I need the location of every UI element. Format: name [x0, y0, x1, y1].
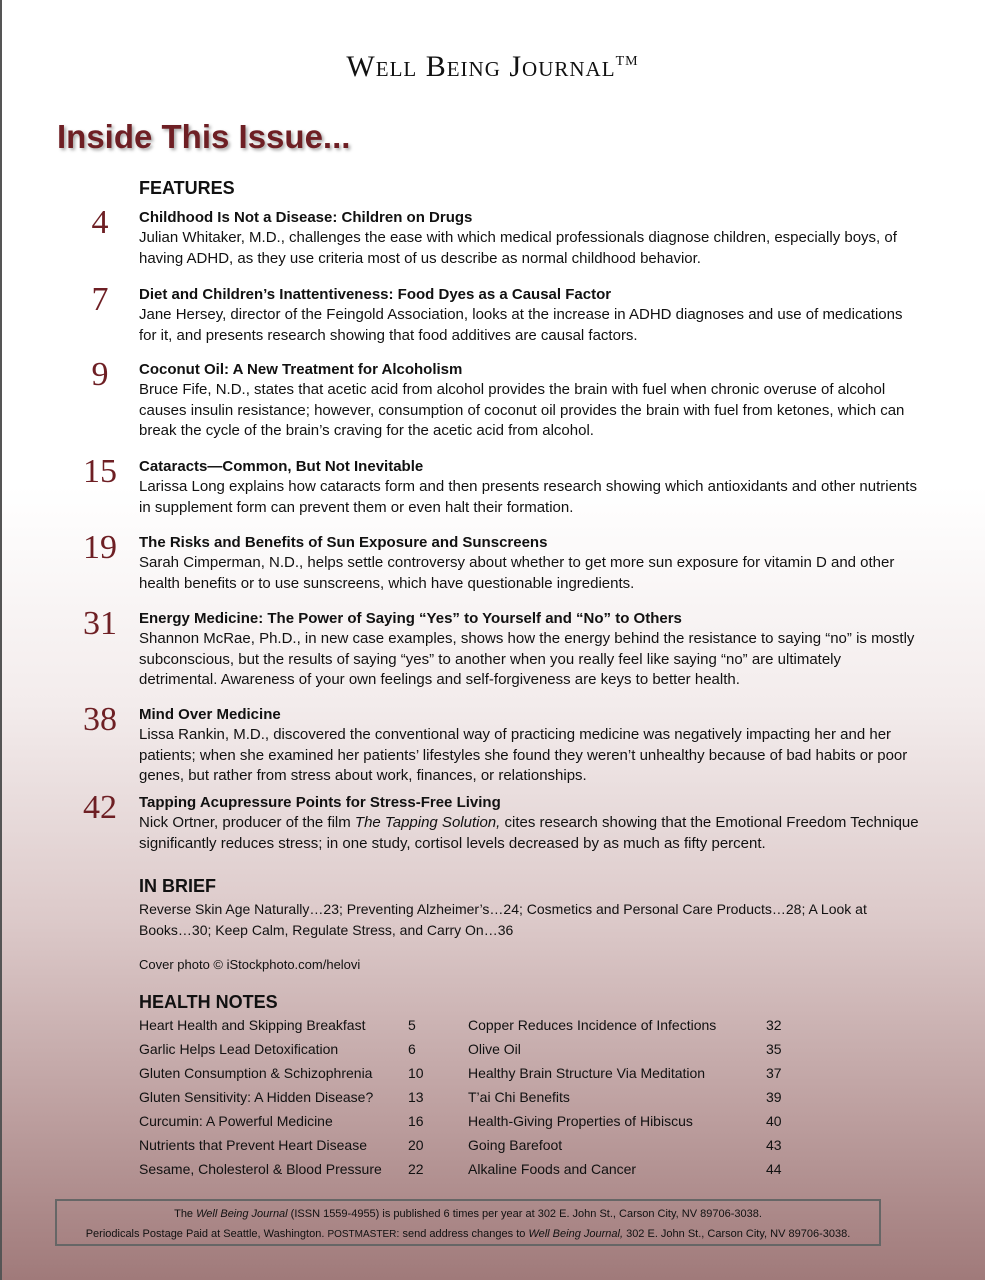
- feature-page-number: 38: [83, 701, 117, 738]
- feature-description: Lissa Rankin, M.D., discovered the conventional way of practicing medicine was negatively impacting her and her patients; when she examined her patients’ lifestyles she found they weren’t unhealthy because of bad habits or poor genes, but rather from stress about work, finances, or relationships.: [139, 726, 908, 784]
- feature-page-number: 31: [83, 605, 117, 642]
- masthead: [0, 50, 985, 84]
- note-title: Going Barefoot: [468, 1137, 563, 1153]
- note-title: Garlic Helps Lead Detoxification: [139, 1041, 339, 1057]
- feature-title: Tapping Acupressure Points for Stress-Free Living: [139, 794, 501, 811]
- list-item: [468, 1089, 798, 1113]
- note-page: 10: [408, 1065, 424, 1081]
- footer-text: The: [174, 1208, 197, 1220]
- publication-footer: [55, 1199, 881, 1246]
- in-brief-text: Reverse Skin Age Naturally…23; Preventing Alzheimer’s…24; Cosmetics and Personal Care Products…28; A Look at Books…30; Keep Calm, Regulate Stress, and Carry On…36: [139, 901, 867, 938]
- feature-description: Larissa Long explains how cataracts form and then presents research showing which antioxidants and other nutrients in supplement form can prevent them or even halt their formation.: [139, 478, 917, 516]
- note-title: Olive Oil: [468, 1041, 521, 1057]
- footer-line-1: [57, 1204, 879, 1224]
- feature-title: Energy Medicine: The Power of Saying “Yes” to Yourself and “No” to Others: [139, 610, 682, 627]
- health-notes-right-column: [468, 1017, 798, 1185]
- note-title: Gluten Sensitivity: A Hidden Disease?: [139, 1089, 374, 1105]
- feature-description: Shannon McRae, Ph.D., in new case examples, shows how the energy behind the resistance to saying “no” is mostly subconscious, but the results of saying “yes” to another when you really feel like saying “no” are ultimately detrimental. Awareness of your own feelings and self-forgiveness are keys to better health.: [139, 630, 915, 688]
- feature-page-number: 15: [83, 453, 117, 490]
- feature-title: The Risks and Benefits of Sun Exposure and Sunscreens: [139, 534, 548, 551]
- note-title: Copper Reduces Incidence of Infections: [468, 1017, 717, 1033]
- note-page: 39: [766, 1089, 782, 1105]
- note-page: 43: [766, 1137, 782, 1153]
- feature-description: [139, 813, 919, 854]
- feature-description: Bruce Fife, N.D., states that acetic acid from alcohol provides the brain with fuel when chronic overuse of alcohol causes insulin resistance; however, consumption of coconut oil provides the brain with fuel from ketones, which can break the cycle of the brain’s craving for the acetic acid from alcohol.: [139, 381, 905, 439]
- feature-page-number: 7: [91, 281, 109, 318]
- list-item: [139, 1017, 439, 1041]
- note-page: 32: [766, 1017, 782, 1033]
- feature-title: Diet and Children’s Inattentiveness: Food Dyes as a Causal Factor: [139, 286, 612, 303]
- list-item: [139, 1041, 439, 1065]
- postmaster-label: POSTMASTER: [327, 1229, 397, 1240]
- note-title: Curcumin: A Powerful Medicine: [139, 1113, 333, 1129]
- footer-text: (ISSN 1559-4955) is published 6 times per year at 302 E. John St., Carson City, NV 89706-3038.: [287, 1208, 762, 1220]
- feature-title: Cataracts—Common, But Not Inevitable: [139, 458, 424, 475]
- note-page: 22: [408, 1161, 424, 1177]
- list-item: [468, 1017, 798, 1041]
- feature-description-text: Nick Ortner, producer of the film: [139, 814, 355, 831]
- note-title: Gluten Consumption & Schizophrenia: [139, 1065, 373, 1081]
- masthead-title: Well Being Journal: [346, 50, 616, 83]
- note-title: Nutrients that Prevent Heart Disease: [139, 1137, 367, 1153]
- feature-title: Coconut Oil: A New Treatment for Alcoholism: [139, 361, 463, 378]
- footer-text: 302 E. John St., Carson City, NV 89706-3038.: [623, 1228, 851, 1240]
- film-title: The Tapping Solution,: [354, 814, 501, 831]
- note-title: Healthy Brain Structure Via Meditation: [468, 1065, 706, 1081]
- page-title: Inside This Issue...: [57, 118, 351, 155]
- list-item: [139, 1113, 439, 1137]
- list-item: [468, 1113, 798, 1137]
- list-item: [468, 1161, 798, 1185]
- feature-description: Sarah Cimperman, N.D., helps settle controversy about whether to get more sun exposure for vitamin D and other health benefits or to use sunscreens, which have questionable ingredients.: [139, 554, 895, 592]
- note-title: Health-Giving Properties of Hibiscus: [468, 1113, 693, 1129]
- note-page: 37: [766, 1065, 782, 1081]
- feature-description: Julian Whitaker, M.D., challenges the ease with which medical professionals diagnose children, especially boys, of having ADHD, as they use criteria most of us describe as normal childhood behavior.: [139, 229, 897, 267]
- feature-page-number: 4: [91, 204, 109, 241]
- note-page: 35: [766, 1041, 782, 1057]
- footer-line-2: [57, 1224, 879, 1245]
- feature-title: Childhood Is Not a Disease: Children on Drugs: [139, 209, 473, 226]
- journal-name: Well Being Journal: [196, 1208, 288, 1220]
- health-notes-heading: HEALTH NOTES: [139, 992, 278, 1012]
- list-item: [139, 1065, 439, 1089]
- feature-description-text: cites research showing that the Emotional Freedom Technique significantly reduces stress; in one study, cortisol levels decreased by as much as fifty percent.: [139, 814, 919, 852]
- footer-text: : send address changes to: [396, 1228, 529, 1240]
- note-page: 40: [766, 1113, 782, 1129]
- note-page: 5: [408, 1017, 416, 1033]
- in-brief-heading: IN BRIEF: [139, 876, 217, 896]
- list-item: [139, 1089, 439, 1113]
- note-page: 16: [408, 1113, 424, 1129]
- note-title: Sesame, Cholesterol & Blood Pressure: [139, 1161, 382, 1177]
- feature-page-number: 19: [83, 529, 117, 566]
- note-page: 6: [408, 1041, 416, 1057]
- footer-text: Periodicals Postage Paid at Seattle, Washington.: [85, 1228, 328, 1240]
- feature-title: Mind Over Medicine: [139, 706, 281, 723]
- note-page: 20: [408, 1137, 424, 1153]
- trademark-mark: TM: [615, 54, 639, 69]
- note-title: Heart Health and Skipping Breakfast: [139, 1017, 366, 1033]
- feature-description: Jane Hersey, director of the Feingold Association, looks at the increase in ADHD diagnoses and use of medications for it, and presents research showing that food additives are causal factors.: [139, 306, 903, 344]
- list-item: [139, 1137, 439, 1161]
- list-item: [139, 1161, 439, 1185]
- left-border-rule: [0, 0, 2, 1280]
- list-item: [468, 1137, 798, 1161]
- feature-page-number: 42: [83, 789, 117, 826]
- health-notes-left-column: [139, 1017, 439, 1185]
- note-title: Alkaline Foods and Cancer: [468, 1161, 637, 1177]
- cover-credit: Cover photo © iStockphoto.com/helovi: [139, 957, 361, 972]
- list-item: [468, 1065, 798, 1089]
- journal-name: Well Being Journal,: [528, 1228, 624, 1240]
- note-title: T’ai Chi Benefits: [468, 1089, 570, 1105]
- note-page: 44: [766, 1161, 782, 1177]
- list-item: [468, 1041, 798, 1065]
- features-heading: FEATURES: [139, 178, 235, 198]
- note-page: 13: [408, 1089, 424, 1105]
- feature-page-number: 9: [91, 356, 109, 393]
